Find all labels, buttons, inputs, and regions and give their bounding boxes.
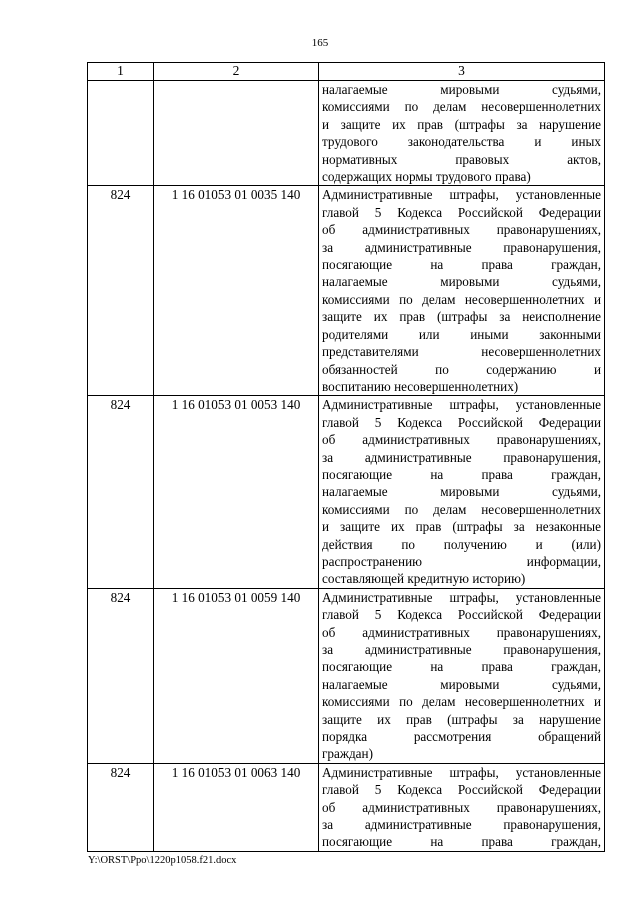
- description-line: за административные правонарушения,: [322, 642, 601, 657]
- description-line: налагаемые мировыми судьями,: [322, 484, 601, 500]
- table-row: [88, 81, 605, 186]
- income-description-cell: [319, 396, 605, 588]
- description-line: защите их прав (штрафы за нарушение: [322, 711, 601, 727]
- description-line: посягающие на права граждан,: [322, 466, 601, 482]
- description-line: нормативных правовых актов,: [322, 151, 601, 167]
- description-line: граждан): [322, 746, 373, 762]
- description-line: трудового законодательства и иных: [322, 134, 601, 150]
- description-line: посягающие на права граждан,: [322, 834, 601, 850]
- description-line: об административных правонарушениях,: [322, 432, 601, 448]
- description-line: и защите их прав (штрафы за нарушение: [322, 116, 601, 132]
- description-line: главой 5 Кодекса Российской Федерации: [322, 607, 601, 623]
- description-line: за административные правонарушения,: [322, 239, 601, 255]
- budget-classification-code-cell: 1 16 01053 01 0035 140: [154, 186, 319, 396]
- budget-classification-code-cell: 1 16 01053 01 0053 140: [154, 396, 319, 588]
- description-line: Административные штрафы, установленные: [322, 589, 601, 605]
- description-line: комиссиями по делам несовершеннолетних: [322, 99, 601, 115]
- budget-classification-code-cell: 1 16 01053 01 0063 140: [154, 763, 319, 851]
- table-row: [88, 588, 605, 763]
- description-line: об административных правонарушениях,: [322, 222, 601, 238]
- description-line: за административные правонарушения,: [322, 449, 601, 465]
- table-row: [88, 763, 605, 851]
- description-line: налагаемые мировыми судьями,: [322, 676, 601, 692]
- description-line: содержащих нормы трудового права): [322, 169, 531, 185]
- description-line: действия по получению и (или): [322, 536, 601, 552]
- description-line: за административные правонарушения,: [322, 817, 601, 833]
- budget-classification-code-cell: [154, 81, 319, 186]
- column-header-2: 2: [154, 63, 319, 81]
- description-line: главой 5 Кодекса Российской Федерации: [322, 414, 601, 430]
- column-header-1: 1: [88, 63, 154, 81]
- chapter-code-cell: 824: [88, 186, 154, 396]
- chapter-code-cell: 824: [88, 588, 154, 763]
- description-line: Административные штрафы, установленные: [322, 187, 601, 203]
- table-row: [88, 186, 605, 396]
- description-line: родителями или иными законными: [322, 326, 601, 342]
- page-number: 165: [311, 37, 329, 49]
- chapter-code-cell: 824: [88, 763, 154, 851]
- chapter-code-cell: 824: [88, 396, 154, 588]
- description-line: обязанностей по содержанию и: [322, 361, 601, 377]
- description-line: комиссиями по делам несовершеннолетних и: [322, 291, 601, 307]
- table-header-row: [88, 63, 605, 81]
- description-line: воспитанию несовершеннолетних): [322, 378, 519, 394]
- description-line: налагаемые мировыми судьями,: [322, 82, 601, 97]
- income-description-cell: [319, 763, 605, 851]
- chapter-code-cell: [88, 81, 154, 186]
- description-line: посягающие на права граждан,: [322, 257, 601, 273]
- income-description-cell: [319, 81, 605, 186]
- column-header-3: 3: [319, 63, 605, 81]
- description-line: и защите их прав (штрафы за незаконные: [322, 519, 601, 535]
- income-description-cell: [319, 588, 605, 763]
- description-line: об административных правонарушениях,: [322, 799, 601, 815]
- table-row: [88, 396, 605, 588]
- budget-codes-table: [87, 62, 605, 852]
- description-line: Административные штрафы, установленные: [322, 397, 601, 413]
- description-line: порядка рассмотрения обращений: [322, 729, 601, 745]
- income-description-cell: [319, 186, 605, 396]
- description-line: распространению информации,: [322, 553, 601, 569]
- description-line: составляющей кредитную историю): [322, 571, 526, 587]
- budget-classification-code-cell: 1 16 01053 01 0059 140: [154, 588, 319, 763]
- description-line: налагаемые мировыми судьями,: [322, 274, 601, 290]
- description-line: главой 5 Кодекса Российской Федерации: [322, 204, 601, 220]
- description-line: об административных правонарушениях,: [322, 624, 601, 640]
- description-line: посягающие на права граждан,: [322, 659, 601, 675]
- description-line: комиссиями по делам несовершеннолетних: [322, 501, 601, 517]
- description-line: представителями несовершеннолетних: [322, 344, 601, 360]
- file-path-footer: Y:\ORST\Ppo\1220p1058.f21.docx: [88, 855, 237, 866]
- description-line: защите их прав (штрафы за неисполнение: [322, 309, 601, 325]
- description-line: комиссиями по делам несовершеннолетних и: [322, 694, 601, 710]
- description-line: главой 5 Кодекса Российской Федерации: [322, 782, 601, 798]
- description-line: Административные штрафы, установленные: [322, 764, 601, 780]
